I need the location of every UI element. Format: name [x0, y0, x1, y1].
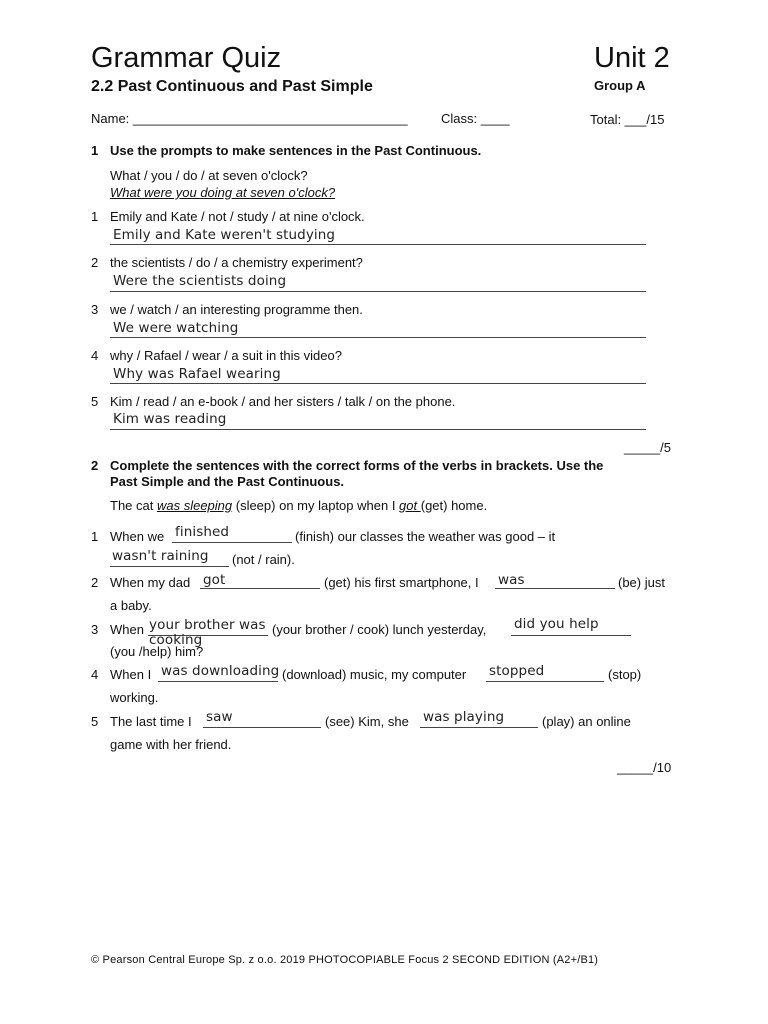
quiz-subtitle: 2.2 Past Continuous and Past Simple	[91, 78, 373, 95]
answer-line	[420, 727, 538, 728]
exercise-2-score: _____/10	[617, 760, 672, 775]
ex2-item-answer: wasn't raining	[112, 548, 209, 564]
answer-line	[110, 566, 229, 567]
answer-line	[110, 337, 646, 338]
ex2-item-number: 2	[91, 575, 99, 590]
ex1-item-answer: Why was Rafael wearing	[113, 366, 281, 382]
ex2-item-text: (play) an online	[542, 714, 631, 729]
exercise-2-instruction: Complete the sentences with the correct forms of the verbs in brackets. Use the	[110, 458, 604, 473]
ex1-item-answer: Were the scientists doing	[113, 273, 287, 289]
ex1-item-prompt: the scientists / do / a chemistry experiment?	[110, 255, 363, 270]
ex2-item-text: game with her friend.	[110, 737, 232, 752]
ex1-item-answer: We were watching	[113, 320, 239, 336]
ex2-item-text: (download) music, my computer	[282, 667, 467, 682]
ex1-item-answer: Emily and Kate weren't studying	[113, 227, 336, 243]
ex2-item-answer: did you help	[514, 616, 599, 632]
answer-line	[110, 429, 646, 430]
example-text: The cat	[110, 498, 157, 513]
name-field: Name: ______________________________________	[91, 111, 408, 126]
ex2-item-answer-cont: cooking	[149, 632, 203, 648]
ex2-item-answer: was	[498, 572, 525, 588]
ex2-item-number: 5	[91, 714, 99, 729]
unit-label: Unit 2	[594, 42, 670, 74]
ex2-item-answer: finished	[175, 524, 230, 540]
ex1-item-number: 1	[91, 209, 99, 224]
ex2-item-answer: was playing	[423, 709, 505, 725]
ex1-item-prompt: Emily and Kate / not / study / at nine o'clock.	[110, 209, 365, 224]
ex2-item-number: 4	[91, 667, 99, 682]
example-text: (sleep) on my laptop when I	[232, 498, 400, 513]
ex1-item-prompt: why / Rafael / wear / a suit in this video?	[110, 348, 342, 363]
ex2-item-text: When	[110, 622, 144, 637]
ex2-item-text: When we	[110, 529, 165, 544]
exercise-1-example-prompt: What / you / do / at seven o'clock?	[110, 168, 308, 183]
ex2-item-answer: was downloading	[161, 663, 280, 679]
ex2-item-text: (not / rain).	[232, 552, 295, 567]
ex2-item-answer: got	[203, 572, 226, 588]
ex1-item-prompt: we / watch / an interesting programme then.	[110, 302, 363, 317]
ex2-item-answer: stopped	[489, 663, 545, 679]
ex2-item-text: working.	[110, 690, 159, 705]
exercise-2-number: 2	[91, 458, 99, 473]
exercise-2-example	[110, 498, 487, 513]
ex1-item-number: 2	[91, 255, 99, 270]
ex2-item-text: (stop)	[608, 667, 642, 682]
class-field: Class: ____	[441, 111, 510, 126]
group-label: Group A	[594, 78, 646, 93]
answer-line	[110, 291, 646, 292]
ex1-item-answer: Kim was reading	[113, 411, 227, 427]
answer-line	[172, 542, 292, 543]
example-answer: got	[399, 498, 421, 513]
ex1-item-prompt: Kim / read / an e-book / and her sisters / talk / on the phone.	[110, 394, 456, 409]
answer-line	[486, 681, 604, 682]
ex2-item-text: (see) Kim, she	[325, 714, 409, 729]
example-answer: was sleeping	[156, 498, 233, 513]
answer-line	[110, 244, 646, 245]
ex2-item-text: (you /help) him?	[110, 644, 204, 659]
answer-line	[158, 681, 278, 682]
ex2-item-text: (your brother / cook) lunch yesterday,	[272, 622, 487, 637]
answer-line	[495, 588, 615, 589]
example-text: (get) home.	[420, 498, 488, 513]
exercise-2-instruction-cont: Past Simple and the Past Continuous.	[110, 474, 345, 489]
exercise-1-example-answer: What were you doing at seven o'clock?	[110, 185, 336, 200]
exercise-1-instruction: Use the prompts to make sentences in the Past Continuous.	[110, 143, 482, 158]
ex1-item-number: 4	[91, 348, 99, 363]
ex2-item-text: The last time I	[110, 714, 192, 729]
answer-line	[110, 383, 646, 384]
ex2-item-text: When I	[110, 667, 152, 682]
ex2-item-text: (be) just	[618, 575, 665, 590]
answer-line	[203, 727, 321, 728]
copyright-footer: © Pearson Central Europe Sp. z o.o. 2019 PHOTOCOPIABLE Focus 2 SECOND EDITION (A2+/B1)	[91, 954, 599, 966]
quiz-title: Grammar Quiz	[91, 42, 282, 74]
ex2-item-number: 1	[91, 529, 99, 544]
exercise-1-score: _____/5	[624, 440, 671, 455]
ex2-item-text: When my dad	[110, 575, 191, 590]
ex2-item-answer: saw	[206, 709, 233, 725]
answer-line	[511, 635, 631, 636]
ex1-item-number: 5	[91, 394, 99, 409]
ex2-item-text: a baby.	[110, 598, 152, 613]
total-score: Total: ___/15	[590, 112, 665, 127]
ex2-item-answer: your brother was	[149, 617, 266, 633]
ex1-item-number: 3	[91, 302, 99, 317]
exercise-1-number: 1	[91, 143, 99, 158]
ex2-item-text: (finish) our classes the weather was good – it	[295, 529, 556, 544]
ex2-item-number: 3	[91, 622, 99, 637]
ex2-item-text: (get) his first smartphone, I	[324, 575, 479, 590]
answer-line	[200, 588, 320, 589]
